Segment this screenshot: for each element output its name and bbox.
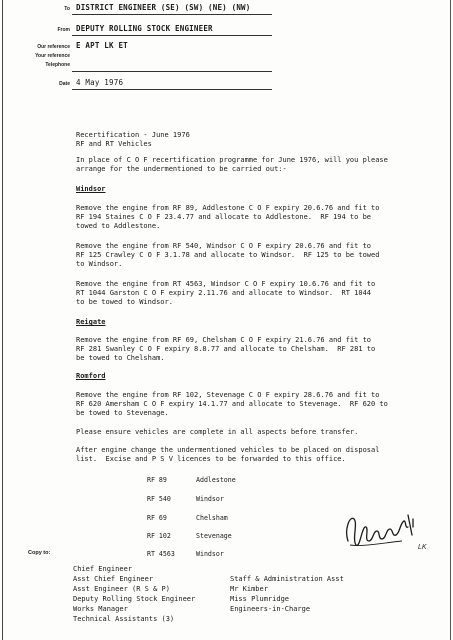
disposal-name: Windsor <box>196 550 224 558</box>
to-label: To <box>64 6 70 12</box>
from-underline <box>72 35 272 36</box>
from-label: From <box>57 27 70 33</box>
copy-to-right-item: Mr Kimber <box>230 585 268 593</box>
our-reference-value: E APT LK ET <box>76 41 128 50</box>
our-reference-label: Our reference <box>37 44 70 50</box>
intro-line-2: arrange for the undermentioned to be carried out:- <box>76 165 287 173</box>
windsor-para-3-line-3: to be towed to Windsor. <box>76 298 173 306</box>
copy-to-left-item: Asst Chief Engineer <box>73 575 154 583</box>
to-value: DISTRICT ENGINEER (SE) (SW) (NE) (NW) <box>76 3 251 12</box>
reigate-para-1-line-2: RF 281 Swanley C O F expiry 8.8.77 and allocate to Chelsham. RF 281 to <box>76 345 376 353</box>
windsor-para-2-line-2: RF 125 Crawley C O F 3.1.78 and allocate to Windsor. RF 125 to be towed <box>76 251 380 259</box>
page-edge-left <box>2 0 3 640</box>
copy-to-left-item: Technical Assistants (3) <box>73 615 175 623</box>
section-heading-romford: Romford <box>76 372 106 380</box>
handwritten-signature <box>342 505 434 555</box>
disposal-name: Chelsham <box>196 514 228 522</box>
copy-to-label: Copy to: <box>28 550 51 556</box>
copy-to-left-item: Works Manager <box>73 605 128 613</box>
date-underline <box>72 89 272 90</box>
copy-to-right-item: Miss Plumridge <box>230 595 290 603</box>
disposal-name: Windsor <box>196 495 224 503</box>
copy-to-left-item: Chief Engineer <box>73 565 133 573</box>
copy-to-right-item: Engineers-in-Charge <box>230 605 311 613</box>
copy-to-left-item: Asst Engineer (R S & P) <box>73 585 170 593</box>
disposal-code: RF 89 <box>147 476 167 484</box>
date-value: 4 May 1976 <box>76 78 124 87</box>
reigate-para-1-line-1: Remove the engine from RF 69, Chelsham C O F expiry 21.6.76 and fit to <box>76 336 372 344</box>
intro-line-1: In place of C O F recertification programme for June 1976, will you please <box>76 156 388 164</box>
windsor-para-2-line-1: Remove the engine from RF 540, Windsor C O F expiry 20.6.76 and fit to <box>76 242 372 250</box>
from-value: DEPUTY ROLLING STOCK ENGINEER <box>76 24 213 33</box>
copy-to-left-item: Deputy Rolling Stock Engineer <box>73 595 196 603</box>
to-underline <box>72 14 272 15</box>
copy-to-right-item: Staff & Administration Asst <box>230 575 344 583</box>
windsor-para-3-line-2: RT 1044 Garston C O F expiry 2.11.76 and allocate to Windsor. RT 1044 <box>76 289 372 297</box>
romford-para-1-line-2: RF 620 Amersham C O F expiry 14.1.77 and allocate to Stevenage. RF 620 to <box>76 400 388 408</box>
disposal-name: Stevenage <box>196 532 232 540</box>
after-line-1: After engine change the undermentioned vehicles to be placed on disposal <box>76 446 380 454</box>
reference-underline <box>72 71 272 72</box>
subject-line-1: Recertification - June 1976 <box>76 131 190 139</box>
telephone-label: Telephone <box>45 62 70 68</box>
windsor-para-2-line-3: to Windsor. <box>76 260 123 268</box>
disposal-code: RT 4563 <box>147 550 175 558</box>
page-edge-right <box>450 0 451 640</box>
after-line-2: list. Excise and P S V licences to be forwarded to this office. <box>76 455 346 463</box>
windsor-para-3-line-1: Remove the engine from RT 4563, Windsor C O F expiry 10.6.76 and fit to <box>76 280 376 288</box>
ensure-line: Please ensure vehicles are complete in all aspects before transfer. <box>76 428 359 436</box>
date-label: Date <box>59 81 70 87</box>
disposal-code: RF 540 <box>147 495 171 503</box>
subject-line-2: RF and RT Vehicles <box>76 140 152 148</box>
section-heading-reigate: Reigate <box>76 318 106 326</box>
windsor-para-1-line-3: towed to Addlestone. <box>76 222 161 230</box>
section-heading-windsor: Windsor <box>76 185 106 193</box>
disposal-name: Addlestone <box>196 476 236 484</box>
disposal-code: RF 102 <box>147 532 171 540</box>
windsor-para-1-line-2: RF 194 Staines C O F 23.4.77 and allocate to Addlestone. RF 194 to be <box>76 213 372 221</box>
romford-para-1-line-3: be towed to Stevenage. <box>76 409 169 417</box>
windsor-para-1-line-1: Remove the engine from RF 89, Addlestone C O F expiry 20.6.76 and fit to <box>76 204 380 212</box>
romford-para-1-line-1: Remove the engine from RF 102, Stevenage C O F expiry 28.6.76 and fit to <box>76 391 380 399</box>
reigate-para-1-line-3: be towed to Chelsham. <box>76 354 165 362</box>
signature-suffix: LK <box>418 544 427 551</box>
disposal-code: RF 69 <box>147 514 167 522</box>
your-reference-label: Your reference <box>35 53 70 59</box>
